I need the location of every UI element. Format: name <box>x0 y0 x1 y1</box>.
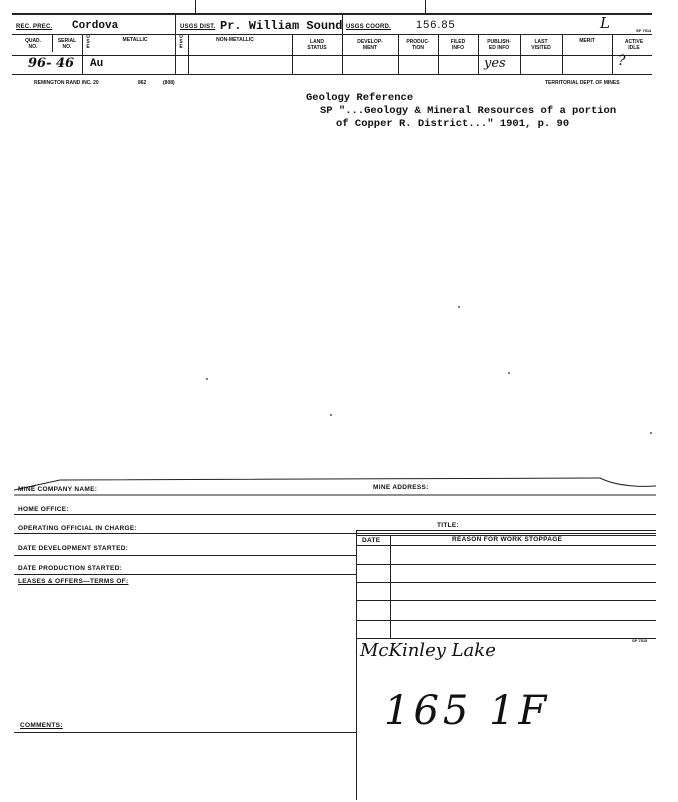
leases-label: LEASES & OFFERS—TERMS OF: <box>18 578 129 585</box>
comments-label: COMMENTS: <box>20 722 63 729</box>
col-use-2: U S E <box>179 34 183 50</box>
mine-company-name-label: MINE COMPANY NAME: <box>18 486 98 493</box>
handwritten-location: McKinley Lake <box>360 640 496 661</box>
speck <box>508 372 510 374</box>
form-top-edge <box>0 468 678 498</box>
rec-prec-label: REC. PREC. <box>16 24 53 30</box>
col-development: DEVELOP- MENT <box>357 39 383 51</box>
code-862: 862 <box>138 80 147 86</box>
code-808: (808) <box>163 80 175 86</box>
form-number-top: SP 7514 <box>636 28 652 33</box>
col-serial-no: SERIAL NO. <box>57 38 77 50</box>
col-published-info: PUBLISH- ED INFO <box>487 39 511 51</box>
rec-prec-value: Cordova <box>72 20 119 32</box>
date-development-label: DATE DEVELOPMENT STARTED: <box>18 545 129 552</box>
printer-mark: REMINGTON RAND INC. 20 <box>34 80 99 86</box>
col-production: PRODUC- TION <box>406 39 430 51</box>
col-land-status: LAND STATUS <box>307 39 327 51</box>
usgs-coord-label: USGS COORD. <box>346 24 391 30</box>
operating-official-label: OPERATING OFFICIAL IN CHARGE: <box>18 525 137 532</box>
reason-column-header: REASON FOR WORK STOPPAGE <box>452 536 563 543</box>
col-quad-no: QUAD. NO. <box>24 38 42 50</box>
published-info-value: yes <box>484 56 506 71</box>
speck <box>206 378 208 380</box>
speck <box>330 414 332 416</box>
speck <box>458 306 460 308</box>
col-metallic: METALLIC <box>122 37 148 43</box>
reference-line-3: of Copper R. District..." 1901, p. 90 <box>336 118 570 130</box>
active-idle-value: ? <box>618 53 626 69</box>
form-number-bottom: SP 7515 <box>632 638 648 643</box>
date-production-label: DATE PRODUCTION STARTED: <box>18 565 123 572</box>
quad-serial-value: 96- 46 <box>28 56 75 71</box>
usgs-coord-value: 156.85 <box>416 19 456 31</box>
top-right-mark: L <box>600 14 610 32</box>
department-label: TERRITORIAL DEPT. OF MINES <box>545 80 620 86</box>
title-label: TITLE: <box>437 522 460 529</box>
metallic-value: Au <box>90 58 104 70</box>
home-office-label: HOME OFFICE: <box>18 506 69 513</box>
reference-line-1: Geology Reference <box>306 92 414 104</box>
col-filed-info: FILED INFO <box>450 39 466 51</box>
mine-address-label: MINE ADDRESS: <box>373 484 429 491</box>
reference-line-2: SP "...Geology & Mineral Resources of a portion <box>320 105 617 117</box>
col-last-visited: LAST VISITED <box>531 39 551 51</box>
usgs-dist-label: USGS DIST. <box>180 24 216 30</box>
usgs-dist-value: Pr. William Sound <box>220 19 343 33</box>
speck <box>650 432 652 434</box>
date-column-header: DATE <box>362 537 381 544</box>
col-use-1: U S E <box>86 34 90 50</box>
col-active-idle: ACTIVE IDLE <box>624 39 644 51</box>
handwritten-number: 165 1F <box>384 688 551 734</box>
col-merit: MERIT <box>579 38 595 44</box>
col-non-metallic: NON-METALLIC <box>216 37 254 43</box>
